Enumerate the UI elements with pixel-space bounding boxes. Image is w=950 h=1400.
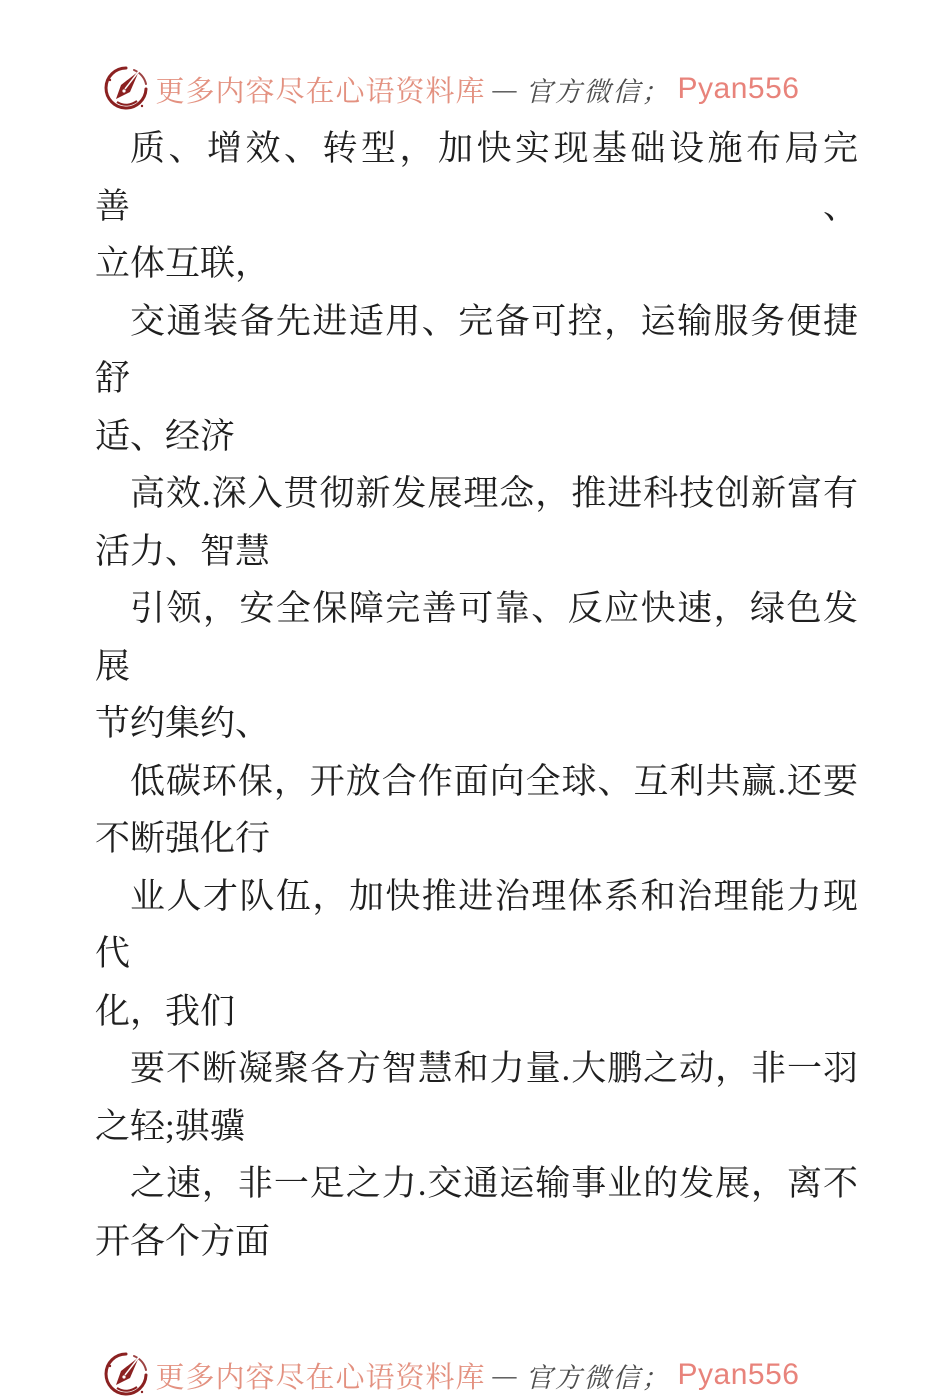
- watermark-brand-text: 更多内容尽在心语资料库: [155, 1361, 486, 1394]
- paragraph: [95, 1040, 858, 1155]
- text-line: 要不断凝聚各方智慧和力量.大鹏之动，非一羽: [130, 1049, 858, 1088]
- text-line: 交通装备先进适用、完备可控，运输服务便捷舒: [95, 301, 858, 398]
- watermark-brand-text: 更多内容尽在心语资料库: [155, 75, 486, 108]
- watermark-wechat-label: 官方微信；: [525, 1362, 671, 1393]
- text-line: 质、增效、转型，加快实现基础设施布局完善、: [95, 129, 858, 226]
- text-line: 高效.深入贯彻新发展理念，推进科技创新富有: [130, 474, 858, 513]
- text-line: 适、经济: [95, 416, 236, 456]
- text-line: 立体互联，: [95, 244, 271, 283]
- document-body: [95, 120, 858, 1270]
- watermark-separator: —: [492, 73, 519, 104]
- text-line: 业人才队伍，加快推进治理体系和治理能力现代: [95, 876, 858, 973]
- text-line: 活力、智慧: [95, 531, 271, 571]
- paragraph: [95, 293, 858, 466]
- text-line: 不断强化行: [95, 819, 271, 858]
- watermark-separator: —: [492, 1359, 519, 1390]
- text-line: 开各个方面: [95, 1221, 271, 1261]
- paragraph: [95, 580, 858, 753]
- watermark-wechat-id: Pyan556: [677, 72, 800, 105]
- text-line: 化，我们: [95, 991, 236, 1031]
- text-line: 引领，安全保障完善可靠、反应快速，绿色发展: [95, 589, 858, 686]
- text-line: 低碳环保，开放合作面向全球、互利共赢.还要: [130, 761, 858, 801]
- pen-circle-logo-icon: [103, 65, 149, 113]
- text-line: 节约集约、: [95, 704, 271, 743]
- paragraph: [95, 753, 858, 868]
- watermark-wechat-id: Pyan556: [677, 1358, 800, 1391]
- paragraph: [95, 868, 858, 1041]
- paragraph: [95, 1155, 858, 1270]
- text-line: 之速，非一足之力.交通运输事业的发展，离不: [130, 1164, 858, 1203]
- text-line: 之轻;骐骥: [95, 1106, 245, 1146]
- watermark-wechat-label: 官方微信；: [525, 76, 671, 107]
- paragraph: [95, 465, 858, 580]
- header-watermark: [0, 64, 926, 114]
- footer-watermark: [0, 1350, 926, 1400]
- pen-circle-logo-icon: [103, 1351, 149, 1399]
- paragraph: [95, 120, 858, 293]
